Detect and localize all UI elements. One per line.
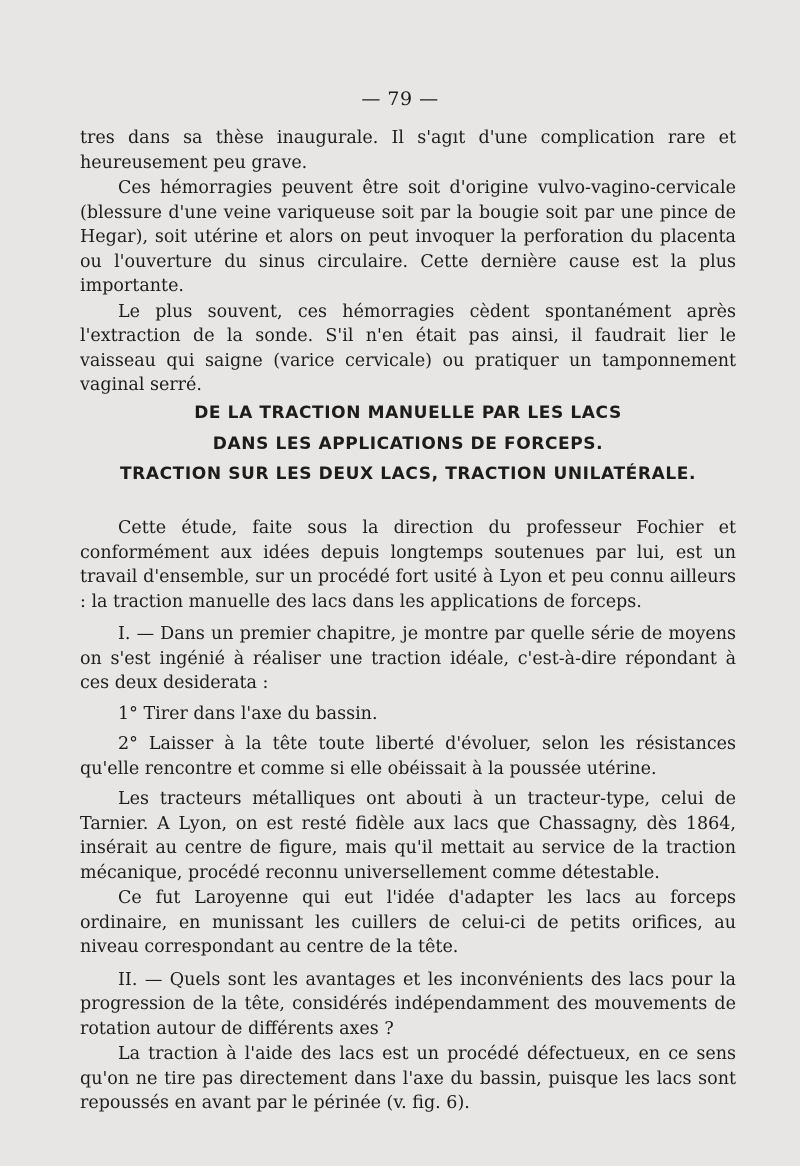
body-paragraph-5: II. — Quels sont les avantages et les inconvénients des lacs pour la progression de la tête, considérés indépendamment des mouvements de rotation autour de différents axes ? bbox=[80, 969, 736, 1039]
body-list-item-1: 1° Tirer dans l'axe du bassin. bbox=[118, 703, 378, 724]
intro-paragraph-3: Le plus souvent, ces hémorragies cèdent spontanément après l'extraction de la sonde. S'il n'en était pas ainsi, il faudrait lier le vaisseau qui saigne (varice cervicale) ou pratiquer un tamponnement vaginal serré. bbox=[80, 301, 736, 395]
section-heading-line-2: DANS LES APPLICATIONS DE FORCEPS. bbox=[212, 433, 604, 454]
section-heading bbox=[80, 398, 736, 490]
body-paragraph-2: I. — Dans un premier chapitre, je montre par quelle série de moyens on s'est ingénié à réaliser une traction idéale, c'est-à-dire répondant à ces deux desiderata : bbox=[80, 624, 736, 693]
intro-paragraph-2: Ces hémorragies peuvent être soit d'origine vulvo-vagino-cervicale (blessure d'une veine variqueuse soit par la bougie soit par une pince de Hegar), soit utérine et alors on peut invoquer la perforation du placenta ou l'ouverture du sinus circulaire. Cette dernière cause est la plus importante. bbox=[80, 178, 736, 296]
body-paragraph-3: Les tracteurs métalliques ont abouti à un tracteur-type, celui de Tarnier. A Lyon, on est resté fidèle aux lacs que Chassagny, dès 1864, insérait au centre de figure, mais qu'il mettait au service de la traction mécanique, procédé reconnu universellement comme détestable. bbox=[80, 789, 736, 883]
body-paragraph-6: La traction à l'aide des lacs est un procédé défectueux, en ce sens qu'on ne tire pas directement dans l'axe du bassin, puisque les lacs sont repoussés en avant par le périnée (v. fig. 6). bbox=[80, 1044, 736, 1113]
section-heading-line-3: TRACTION SUR LES DEUX LACS, TRACTION UNILATÉRALE. bbox=[119, 464, 697, 484]
body-text-block bbox=[80, 516, 736, 1117]
body-list-item-2: 2° Laisser à la tête toute liberté d'évoluer, selon les résistances qu'elle rencontre et comme si elle obéissait à la poussée utérine. bbox=[80, 734, 736, 779]
page-number: — 79 — bbox=[361, 88, 439, 110]
body-paragraph-4: Ce fut Laroyenne qui eut l'idée d'adapter les lacs au forceps ordinaire, en munissant les cuillers de celui-ci de petits orifices, au niveau correspondant au centre de la tête. bbox=[80, 888, 736, 957]
intro-text-block bbox=[80, 126, 736, 399]
intro-paragraph-1: tres dans sa thèse inaugurale. Il s'agıt d'une complication rare et heureusement peu grave. bbox=[80, 128, 736, 173]
section-heading-line-1: DE LA TRACTION MANUELLE PAR LES LACS bbox=[194, 403, 622, 423]
body-paragraph-1: Cette étude, faite sous la direction du professeur Fochier et conformément aux idées depuis longtemps soutenues par lui, est un travail d'ensemble, sur un procédé fort usité à Lyon et peu connu ailleurs : la traction manuelle des lacs dans les applications de forceps. bbox=[80, 518, 736, 612]
